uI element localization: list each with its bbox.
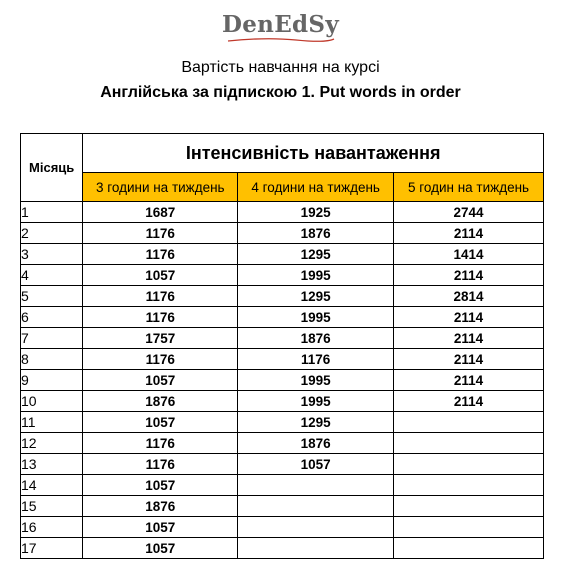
price-4h-cell: 1925	[238, 202, 394, 223]
price-4h-cell: 1995	[238, 265, 394, 286]
price-5h-cell	[394, 496, 544, 517]
price-4h-cell: 1876	[238, 223, 394, 244]
month-cell: 6	[21, 307, 83, 328]
month-header: Місяць	[21, 134, 83, 202]
month-cell: 17	[21, 538, 83, 559]
table-header-row	[21, 134, 544, 173]
table-row	[21, 496, 544, 517]
price-5h-cell	[394, 412, 544, 433]
price-4h-cell: 1295	[238, 286, 394, 307]
month-cell: 9	[21, 370, 83, 391]
price-5h-cell: 1414	[394, 244, 544, 265]
price-4h-cell: 1176	[238, 349, 394, 370]
table-row	[21, 244, 544, 265]
price-3h-cell: 1176	[83, 349, 238, 370]
price-3h-cell: 1057	[83, 475, 238, 496]
table-row	[21, 433, 544, 454]
price-5h-cell	[394, 454, 544, 475]
price-3h-cell: 1757	[83, 328, 238, 349]
table-row	[21, 328, 544, 349]
table-body	[21, 202, 544, 559]
table-row	[21, 307, 544, 328]
table-row	[21, 223, 544, 244]
price-4h-cell: 1057	[238, 454, 394, 475]
table-row	[21, 349, 544, 370]
table-row	[21, 475, 544, 496]
hours-header-row	[21, 173, 544, 202]
price-3h-cell: 1057	[83, 538, 238, 559]
month-cell: 16	[21, 517, 83, 538]
price-4h-cell: 1995	[238, 370, 394, 391]
price-5h-cell: 2114	[394, 307, 544, 328]
month-cell: 12	[21, 433, 83, 454]
hours-header-5: 5 годин на тиждень	[394, 173, 544, 202]
month-cell: 11	[21, 412, 83, 433]
price-3h-cell: 1176	[83, 454, 238, 475]
logo	[0, 12, 561, 44]
price-5h-cell: 2114	[394, 391, 544, 412]
price-4h-cell	[238, 475, 394, 496]
price-3h-cell: 1057	[83, 517, 238, 538]
price-3h-cell: 1176	[83, 433, 238, 454]
price-4h-cell: 1295	[238, 412, 394, 433]
intensity-header: Інтенсивність навантаження	[83, 134, 544, 173]
month-cell: 2	[21, 223, 83, 244]
month-cell: 3	[21, 244, 83, 265]
price-3h-cell: 1057	[83, 370, 238, 391]
month-cell: 14	[21, 475, 83, 496]
price-4h-cell	[238, 517, 394, 538]
table-row	[21, 517, 544, 538]
price-4h-cell: 1876	[238, 433, 394, 454]
page-title: Вартість навчання на курсі	[181, 59, 380, 76]
price-5h-cell: 2114	[394, 265, 544, 286]
table-row	[21, 202, 544, 223]
logo-text: DenEdSy	[222, 11, 339, 38]
price-3h-cell: 1057	[83, 265, 238, 286]
price-table	[20, 133, 544, 559]
price-5h-cell	[394, 475, 544, 496]
price-5h-cell: 2114	[394, 328, 544, 349]
hours-header-4: 4 години на тиждень	[238, 173, 394, 202]
price-5h-cell	[394, 433, 544, 454]
price-3h-cell: 1876	[83, 496, 238, 517]
table-row	[21, 391, 544, 412]
table-row	[21, 370, 544, 391]
price-4h-cell: 1876	[238, 328, 394, 349]
hours-header-3: 3 години на тиждень	[83, 173, 238, 202]
price-5h-cell: 2814	[394, 286, 544, 307]
price-3h-cell: 1176	[83, 286, 238, 307]
month-cell: 10	[21, 391, 83, 412]
price-3h-cell: 1057	[83, 412, 238, 433]
price-5h-cell: 2744	[394, 202, 544, 223]
month-cell: 15	[21, 496, 83, 517]
table-row	[21, 412, 544, 433]
month-cell: 1	[21, 202, 83, 223]
price-4h-cell: 1295	[238, 244, 394, 265]
month-cell: 13	[21, 454, 83, 475]
month-cell: 8	[21, 349, 83, 370]
price-3h-cell: 1176	[83, 307, 238, 328]
price-5h-cell: 2114	[394, 223, 544, 244]
month-cell: 7	[21, 328, 83, 349]
month-cell: 4	[21, 265, 83, 286]
price-4h-cell: 1995	[238, 391, 394, 412]
price-5h-cell	[394, 517, 544, 538]
price-5h-cell: 2114	[394, 370, 544, 391]
price-4h-cell	[238, 496, 394, 517]
table-row	[21, 538, 544, 559]
price-4h-cell	[238, 538, 394, 559]
price-4h-cell: 1995	[238, 307, 394, 328]
course-title: Англійська за підпискою 1. Put words in order	[100, 84, 461, 101]
table-row	[21, 265, 544, 286]
price-3h-cell: 1687	[83, 202, 238, 223]
table-row	[21, 286, 544, 307]
price-3h-cell: 1176	[83, 223, 238, 244]
month-cell: 5	[21, 286, 83, 307]
price-3h-cell: 1176	[83, 244, 238, 265]
price-3h-cell: 1876	[83, 391, 238, 412]
price-5h-cell	[394, 538, 544, 559]
price-5h-cell: 2114	[394, 349, 544, 370]
table-row	[21, 454, 544, 475]
